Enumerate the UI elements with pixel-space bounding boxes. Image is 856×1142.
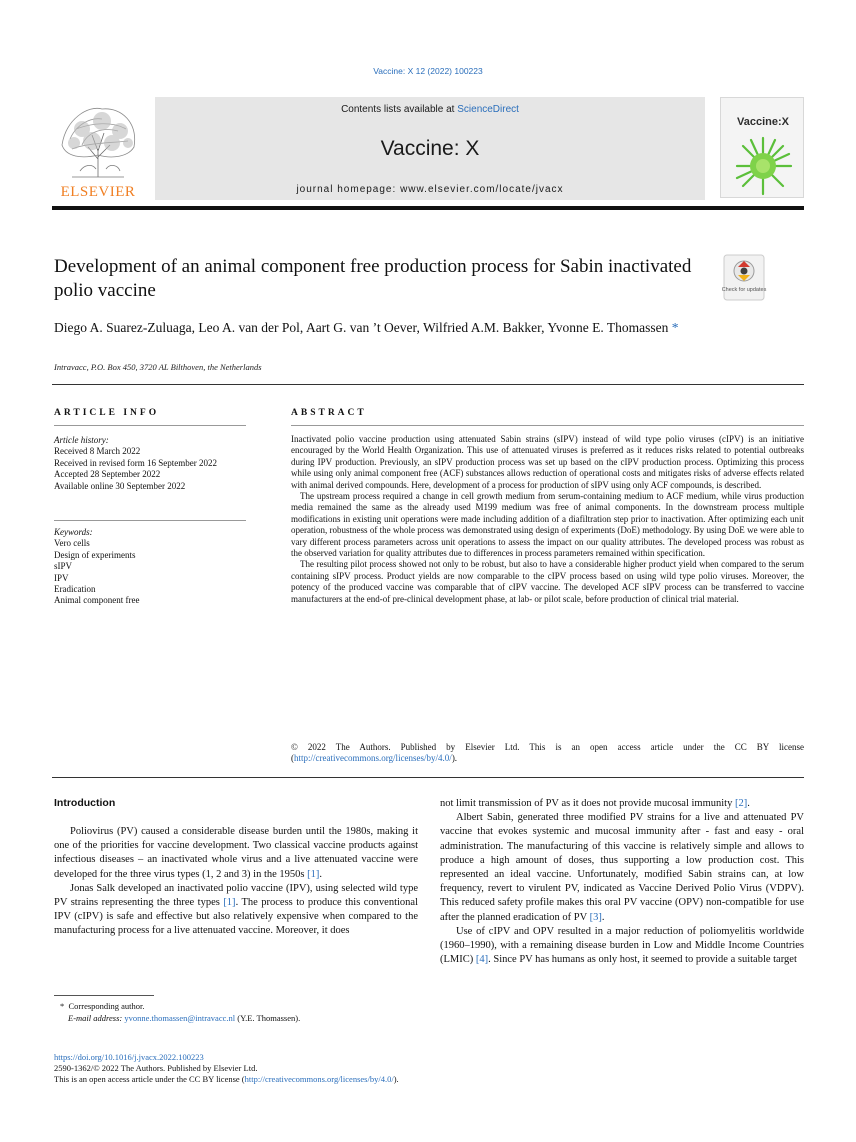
abstract-copyright — [291, 742, 804, 765]
history-label: Article history: — [54, 435, 109, 445]
intro-paragraph: not limit transmission of PV as it does not provide mucosal immunity [2]. — [440, 798, 750, 809]
citation-link[interactable]: [3] — [589, 911, 602, 923]
footnote-line — [54, 1001, 418, 1013]
intro-text: The process to produce this conventional IPV (cIPV) is safe and effective but also relatively expensive when compared to the manufacturing process for a live attenuated vaccine. Moreover, it does — [54, 897, 418, 937]
keywords-label: Keywords: — [54, 527, 93, 537]
intro-text: . Since PV has humans as only host, it seemed to provide a suitable target — [488, 954, 797, 966]
corresponding-author-footnote — [54, 1001, 418, 1024]
keyword-item: sIPV — [54, 561, 73, 572]
abstract-body — [291, 434, 804, 605]
intro-paragraph: Albert Sabin, generated three modified PV strains for a live and attenuated PV vaccine that evokes systemic and mucosal immunity after - fast and easy - oral administration. The manufacturing of this vaccine is relatively simple and allows to produce a high amount of doses, thus supporting a low production cost. This represented an ideal vaccine. Unfortunately, modified Sabin strains can, at low frequency, revert to virulent PV, indicated as Vaccine Derived Polio Virus (VDPV). This reduced safety profile makes this oral PV vaccine (OPV) non-compatible for use after the planned eradication of PV [3]. — [440, 812, 804, 923]
crossmark-label: Check for updates — [721, 287, 767, 293]
intro-text: Albert Sabin, generated three modified PV strains for a live and attenuated PV vaccine that evokes systemic and mucosal immunity after - fast and easy - oral administration. The manufacturing of this vaccine is relatively simple and allows to produce a high amount of doses, thus supporting a low production cost. This represented an ideal vaccine. Unfortunately, modified Sabin strains can, at low frequency, revert to virulent PV, indicated as Vaccine Derived Polio Virus (VDPV). This reduced safety profile makes this oral PV vaccine (OPV) non-compatible for use after the planned eradication of PV — [440, 812, 804, 923]
license-line — [54, 1074, 754, 1085]
crossmark-icon[interactable] — [721, 255, 767, 300]
copyright-end: ). — [451, 753, 458, 764]
affiliation: Intravacc, P.O. Box 450, 3720 AL Bilthoven, the Netherlands — [54, 362, 262, 372]
section-divider-top — [52, 384, 804, 385]
article-info-rule — [54, 425, 246, 426]
journal-reference[interactable]: Vaccine: X 12 (2022) 100223 — [373, 66, 483, 76]
introduction-heading: Introduction — [54, 797, 116, 809]
author-list — [54, 319, 734, 337]
history-item: Available online 30 September 2022 — [54, 480, 186, 491]
homepage-url[interactable]: www.elsevier.com/locate/jvacx — [400, 184, 564, 195]
section-divider-bottom — [52, 777, 804, 778]
intro-text: Poliovirus (PV) caused a considerable disease burden until the 1980s, making it one of the priorities for vaccine development. Two classical vaccine products against infectious diseases – an inactivated whole virus and a live attenuated vaccine were developed for the three virus types (1, 2 and 3) in the 1950s — [54, 826, 418, 880]
sciencedirect-link[interactable]: ScienceDirect — [457, 104, 519, 115]
citation-link[interactable]: [2] — [734, 798, 748, 809]
body-column-left — [54, 825, 418, 939]
article-history — [54, 435, 246, 492]
history-item: Accepted 28 September 2022 — [54, 469, 161, 480]
homepage-prefix: journal homepage: — [296, 184, 401, 195]
copyright-text: © 2022 The Authors. Published by Elsevier Ltd. This is an open access article under the CC BY license ( — [291, 742, 804, 764]
doi-link[interactable]: https://doi.org/10.1016/j.jvacx.2022.100223 — [54, 1052, 204, 1062]
intro-paragraph — [440, 925, 804, 968]
abstract-rule — [291, 425, 804, 426]
abstract-paragraph: Inactivated polio vaccine production using attenuated Sabin strains (sIPV) instead of wild type polio viruses (cIPV) is an initiative encouraged by the World Health Organization. This use of attenuated viruses is preferred as it reduces risks related to potential outbreaks during IPV production. Previously, an sIPV production process was set up based on the cIPV production process. Optimizing this process while using only animal component free (ACF) substances allows reduction of operational costs and mitigates risks of adverse effects related with animal derived compounds. Here, development of a process for production of sIPV using only ACF compounds, is described. — [291, 434, 804, 490]
keyword-item: Vero cells — [54, 538, 90, 549]
cc-license-link[interactable]: http://creativecommons.org/licenses/by/4.0/ — [294, 753, 452, 764]
journal-name: Vaccine: X — [380, 137, 480, 160]
keyword-item: IPV — [54, 572, 69, 583]
issn-line: 2590-1362/© 2022 The Authors. Published by Elsevier Ltd. — [54, 1063, 258, 1073]
intro-text: not limit transmission of PV as it does not provide mucosal immunity — [440, 798, 735, 809]
virus-illustration-icon — [721, 98, 805, 199]
footnote-rule — [54, 995, 154, 996]
intro-paragraph: Jonas Salk developed an inactivated polio vaccine (IPV), using selected wild type PV strains representing the three types [1]. The process to produce this conventional IPV (cIPV) is safe and effective but also relatively expensive when compared to the manufacturing process for a live attenuated vaccine. Moreover, it does — [54, 882, 418, 937]
license-prefix: This is an open access article under the CC BY license ( — [54, 1074, 245, 1084]
license-end: ). — [393, 1074, 399, 1084]
journal-homepage-line — [155, 184, 705, 195]
contents-line — [155, 104, 705, 115]
keyword-item: Animal component free — [54, 595, 140, 606]
abstract-paragraph: The resulting pilot process showed not only to be robust, but also to have a considerable higher product yield when compared to the serum containing sIPV process. Product yields are now comparable to the cIPV process based on using wild type polio viruses. Moreover, the potency of the produced vaccine was comparable that of cIPV vaccine. The developed ACF sIPV process can be transferred to vaccine manufacturers at the end-of pre-clinical development phase, at lab- or pilot scale, before production of clinical trial material. — [291, 559, 804, 604]
keyword-item: Eradication — [54, 584, 96, 595]
intro-text: Jonas Salk developed an inactivated polio vaccine (IPV), using selected wild type PV strains representing the three types — [54, 882, 418, 909]
header-rule — [52, 206, 804, 210]
abstract-heading: ABSTRACT — [291, 408, 367, 418]
journal-cover-thumbnail[interactable] — [720, 97, 804, 198]
intro-text: Use of cIPV and OPV resulted in a major reduction of poliomyelitis worldwide (1960–1990), with a remaining disease burden in Low and Middle Income Countries (LMIC) — [440, 925, 804, 966]
authors-text: Diego A. Suarez-Zuluaga, Leo A. van der Pol, Aart G. van ’t Oever, Wilfried A.M. Bakker, Yvonne E. Thomassen — [54, 320, 669, 335]
history-item: Received 8 March 2022 — [54, 446, 141, 457]
article-footer — [54, 1052, 754, 1085]
citation-link[interactable]: [1] — [307, 868, 320, 880]
keywords-list — [54, 527, 246, 607]
contents-prefix: Contents lists available at — [341, 104, 458, 115]
abstract-paragraph: The upstream process required a change in cell growth medium from serum-containing medium to ACF medium, while virus production media remained the same as the already used M199 medium was free of animal components. In the downstream process multiple modifications in existing unit operations were made including addition of a diafiltration step prior to inactivation. After optimizing each unit operation, robustness of the whole process was demonstrated using design of experiments (DoE) methodology. By using DoE we were able to vary different process parameters across unit operations to assess the impact on our quality attributes. The developed process was robust as the observed variation for quality attributes due to differences in process parameters remained within specification. — [291, 491, 804, 559]
elsevier-wordmark: ELSEVIER — [60, 184, 136, 200]
history-item: Received in revised form 16 September 2022 — [54, 457, 217, 468]
email-suffix: (Y.E. Thomassen). — [235, 1012, 301, 1023]
citation-link[interactable]: [4] — [475, 954, 489, 966]
license-link[interactable]: http://creativecommons.org/licenses/by/4.0/ — [244, 1074, 394, 1084]
footnote-email-line — [54, 1013, 418, 1025]
author-email-link[interactable]: yvonne.thomassen@intravacc.nl — [124, 1012, 236, 1023]
article-info-heading: ARTICLE INFO — [54, 408, 160, 418]
body-column-right — [440, 797, 804, 967]
email-label: E-mail address: — [68, 1012, 125, 1023]
keyword-item: Design of experiments — [54, 549, 136, 560]
cover-title: Vaccine:X — [737, 116, 789, 128]
article-info-rule-2 — [54, 520, 246, 521]
article-title: Development of an animal component free production process for Sabin inactivated polio vaccine — [54, 256, 692, 301]
footnote-mark: * — [60, 1001, 65, 1011]
corresponding-author-mark[interactable]: * — [668, 320, 679, 335]
footnote-label: Corresponding author. — [68, 1001, 145, 1011]
intro-paragraph: Poliovirus (PV) caused a considerable disease burden until the 1980s, making it one of the priorities for vaccine development. Two classical vaccine products against infectious diseases – an inactivated whole virus and a live attenuated vaccine were developed for the three virus types (1, 2 and 3) in the 1950s [1]. — [54, 826, 418, 880]
citation-link[interactable]: [1] — [223, 897, 236, 909]
